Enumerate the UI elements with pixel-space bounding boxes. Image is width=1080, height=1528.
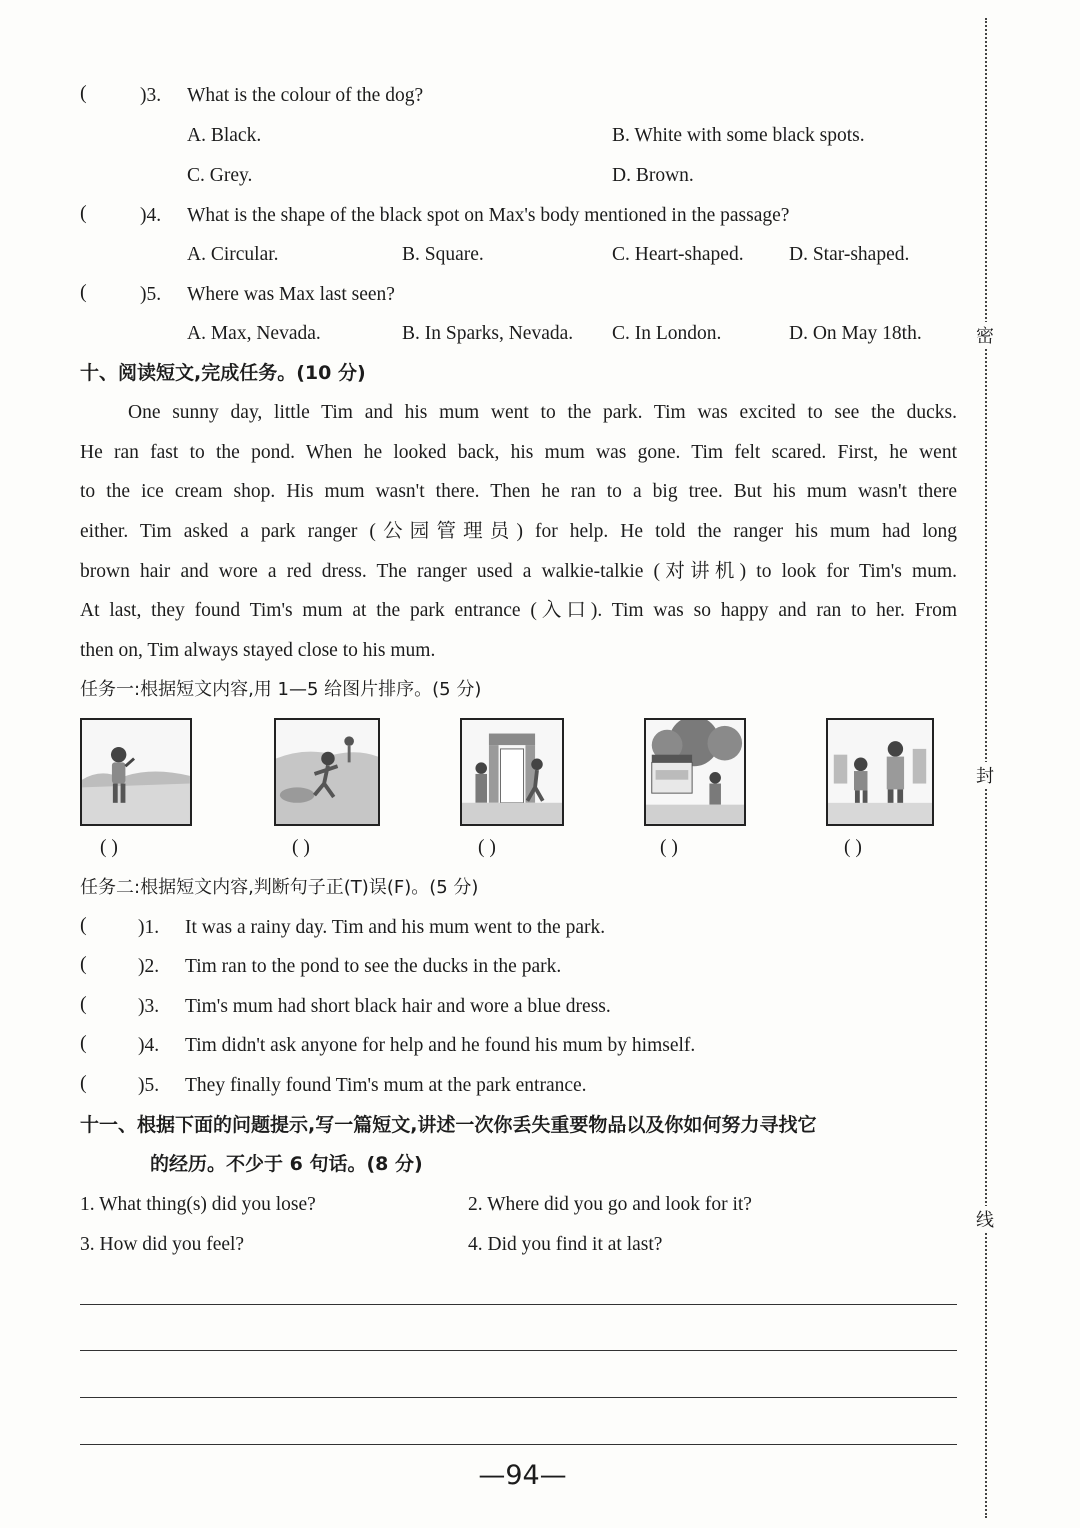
- option-c: C. Heart-shaped.: [612, 244, 744, 265]
- answer-paren[interactable]: (: [80, 1032, 87, 1054]
- prompt-question: 4. Did you find it at last?: [468, 1234, 663, 1255]
- illustration: [276, 720, 378, 824]
- seal-label-xian: 线: [973, 1206, 997, 1232]
- option-a: A. Max, Nevada.: [187, 323, 321, 344]
- passage-line: to the ice cream shop. His mum wasn't there. Then he ran to a big tree. But his mum wasn't there: [80, 481, 957, 502]
- option-c: C. In London.: [612, 323, 722, 344]
- passage-line: either. Tim asked a park ranger (公园管理员) for help. He told the ranger his mum had long: [80, 521, 957, 542]
- section-title: 十一、根据下面的问题提示,写一篇短文,讲述一次你丢失重要物品以及你如何努力寻找它: [80, 1114, 817, 1136]
- question-number: )4.: [138, 1035, 160, 1056]
- option-d: D. Star-shaped.: [789, 244, 910, 265]
- question-number: )2.: [138, 956, 160, 977]
- statement-text: Tim ran to the pond to see the ducks in the park.: [185, 956, 562, 977]
- picture-order-paren[interactable]: ( ): [660, 837, 678, 858]
- passage-line: then on, Tim always stayed close to his mum.: [80, 640, 436, 661]
- option-a: A. Circular.: [187, 244, 279, 265]
- option-d: D. On May 18th.: [789, 323, 922, 344]
- picture-tim-and-ranger: [826, 718, 934, 826]
- question-text: Where was Max last seen?: [187, 284, 395, 305]
- prompt-question: 2. Where did you go and look for it?: [468, 1194, 752, 1215]
- writing-line[interactable]: [80, 1350, 957, 1351]
- question-number: )4.: [140, 205, 162, 226]
- picture-tim-alone: [80, 718, 192, 826]
- statement-text: They finally found Tim's mum at the park entrance.: [185, 1075, 587, 1096]
- answer-paren[interactable]: (: [80, 914, 87, 936]
- task-one-title: 任务一:根据短文内容,用 1—5 给图片排序。(5 分): [80, 679, 482, 700]
- page-number: —94—: [478, 1460, 567, 1491]
- option-b: B. Square.: [402, 244, 484, 265]
- picture-order-paren[interactable]: ( ): [292, 837, 310, 858]
- option-d: D. Brown.: [612, 165, 694, 186]
- seal-label-feng: 封: [973, 762, 997, 788]
- question-number: )3.: [138, 996, 160, 1017]
- prompt-question: 1. What thing(s) did you lose?: [80, 1194, 316, 1215]
- passage-line: At last, they found Tim's mum at the park entrance (入口). Tim was so happy and ran to her. From: [80, 600, 957, 621]
- illustration: [462, 720, 562, 824]
- picture-order-paren[interactable]: ( ): [844, 837, 862, 858]
- statement-text: Tim didn't ask anyone for help and he found his mum by himself.: [185, 1035, 696, 1056]
- option-a: A. Black.: [187, 125, 262, 146]
- task-two-title: 任务二:根据短文内容,判断句子正(T)误(F)。(5 分): [80, 877, 479, 898]
- option-c: C. Grey.: [187, 165, 253, 186]
- passage-line: brown hair and wore a red dress. The ranger used a walkie-talkie (对讲机) to look for Tim's mum.: [80, 561, 957, 582]
- statement-text: Tim's mum had short black hair and wore a blue dress.: [185, 996, 611, 1017]
- seal-label-mi: 密: [973, 322, 997, 348]
- option-b: B. In Sparks, Nevada.: [402, 323, 574, 344]
- prompt-question: 3. How did you feel?: [80, 1234, 245, 1255]
- option-b: B. White with some black spots.: [612, 125, 865, 146]
- picture-ice-cream-shop: [644, 718, 746, 826]
- question-text: What is the colour of the dog?: [187, 85, 424, 106]
- picture-park-entrance: [460, 718, 564, 826]
- illustration: [646, 720, 744, 824]
- answer-paren[interactable]: (: [80, 281, 87, 303]
- answer-paren[interactable]: (: [80, 82, 87, 104]
- answer-paren[interactable]: (: [80, 993, 87, 1015]
- answer-paren[interactable]: (: [80, 202, 87, 224]
- picture-tim-running: [274, 718, 380, 826]
- question-number: )5.: [140, 284, 162, 305]
- question-number: )1.: [138, 917, 160, 938]
- statement-text: It was a rainy day. Tim and his mum went to the park.: [185, 917, 606, 938]
- illustration: [828, 720, 932, 824]
- picture-order-paren[interactable]: ( ): [100, 837, 118, 858]
- question-number: )3.: [140, 85, 162, 106]
- section-title-cont: 的经历。不少于 6 句话。(8 分): [150, 1153, 423, 1175]
- writing-line[interactable]: [80, 1304, 957, 1305]
- picture-order-paren[interactable]: ( ): [478, 837, 496, 858]
- illustration: [82, 720, 190, 824]
- writing-line[interactable]: [80, 1397, 957, 1398]
- writing-line[interactable]: [80, 1444, 957, 1445]
- passage-line: He ran fast to the pond. When he looked back, his mum was gone. Tim felt scared. First, he went: [80, 442, 957, 463]
- answer-paren[interactable]: (: [80, 953, 87, 975]
- passage-line: One sunny day, little Tim and his mum went to the park. Tim was excited to see the ducks.: [128, 402, 957, 423]
- question-number: )5.: [138, 1075, 160, 1096]
- section-title: 十、阅读短文,完成任务。(10 分): [80, 362, 366, 384]
- question-text: What is the shape of the black spot on Max's body mentioned in the passage?: [187, 205, 790, 226]
- answer-paren[interactable]: (: [80, 1072, 87, 1094]
